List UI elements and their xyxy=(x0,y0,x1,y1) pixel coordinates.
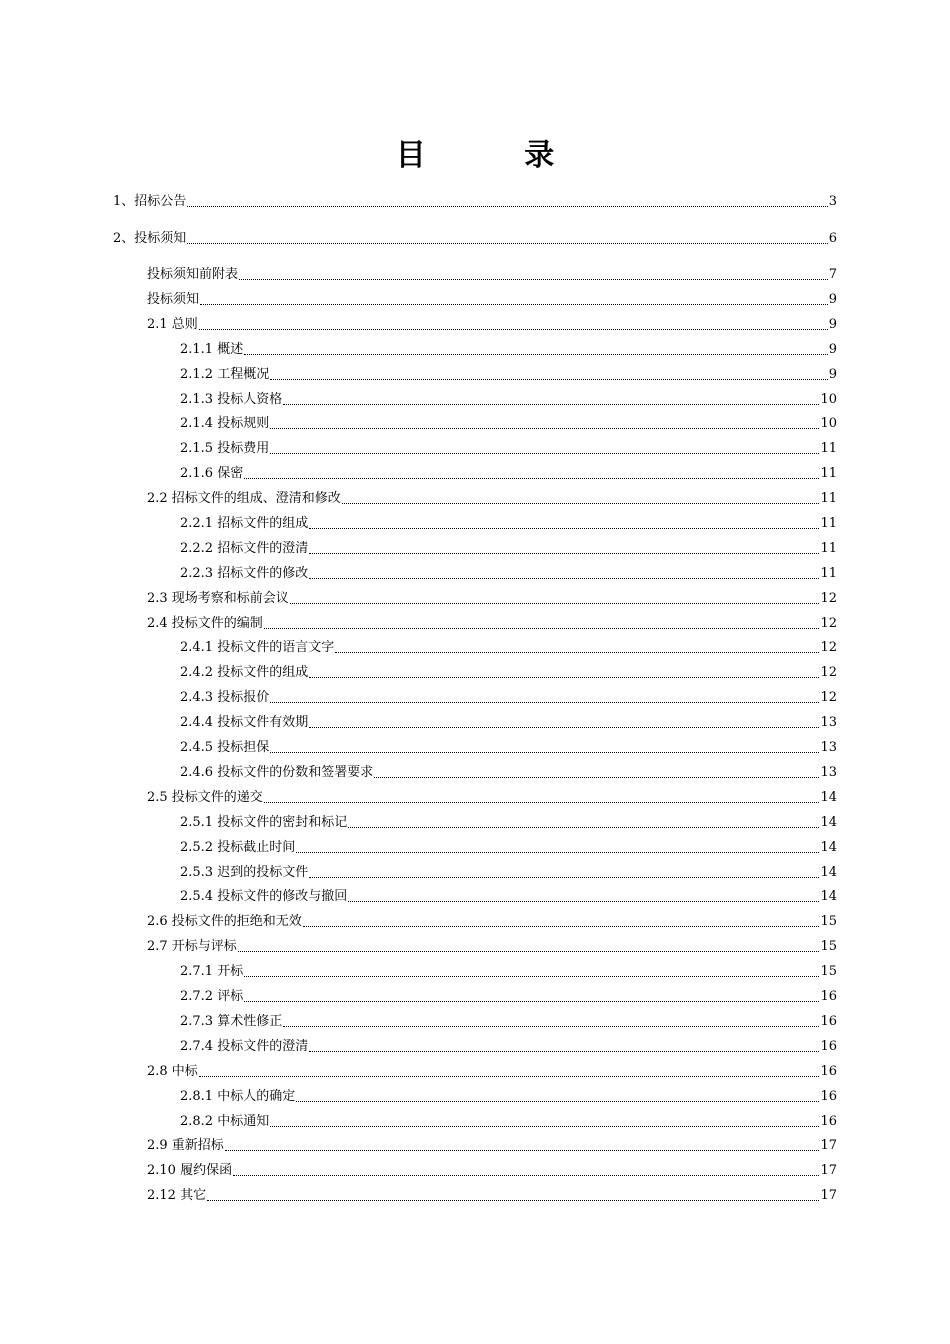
toc-entry[interactable] xyxy=(147,288,837,308)
toc-entry[interactable] xyxy=(147,263,837,283)
toc-entry-page-number: 7 xyxy=(828,267,837,282)
toc-entry-label: 2.4.4 投标文件有效期 xyxy=(180,715,309,730)
toc-entry[interactable] xyxy=(180,338,837,358)
toc-entry-label: 2.4 投标文件的编制 xyxy=(147,616,263,631)
toc-entry-label: 2.4.1 投标文件的语言文字 xyxy=(180,640,335,655)
dot-leader xyxy=(200,304,828,305)
toc-entry-page-number: 17 xyxy=(820,1188,837,1203)
toc-entry-label: 2.1.2 工程概况 xyxy=(180,367,270,382)
dot-leader xyxy=(244,478,819,479)
dot-leader xyxy=(348,827,819,828)
toc-entry[interactable] xyxy=(180,437,837,457)
toc-entry[interactable] xyxy=(113,227,837,247)
toc-entry-page-number: 11 xyxy=(820,516,837,531)
toc-entry-page-number: 17 xyxy=(820,1138,837,1153)
toc-entry[interactable] xyxy=(147,587,837,607)
toc-entry-label: 2.7.1 开标 xyxy=(180,964,244,979)
toc-entry-page-number: 13 xyxy=(820,765,837,780)
toc-entry-page-number: 15 xyxy=(820,914,837,929)
toc-entry-page-number: 12 xyxy=(820,690,837,705)
dot-leader xyxy=(239,279,828,280)
toc-entry-label: 2.1.1 概述 xyxy=(180,342,244,357)
toc-entry-label: 2.8.2 中标通知 xyxy=(180,1114,270,1129)
toc-entry-label: 2.9 重新招标 xyxy=(147,1138,224,1153)
toc-entry-label: 2.2.2 招标文件的澄清 xyxy=(180,541,309,556)
toc-entry-page-number: 10 xyxy=(820,416,837,431)
dot-leader xyxy=(264,802,820,803)
toc-entry-label: 2.3 现场考察和标前会议 xyxy=(147,591,289,606)
toc-entry-label: 2.2.3 招标文件的修改 xyxy=(180,566,309,581)
toc-entry-page-number: 15 xyxy=(820,939,837,954)
toc-entry[interactable] xyxy=(180,736,837,756)
toc-entry[interactable] xyxy=(180,661,837,681)
toc-entry-page-number: 16 xyxy=(820,1089,837,1104)
page-title: 目 录 xyxy=(395,138,599,173)
toc-entry[interactable] xyxy=(180,686,837,706)
toc-entry[interactable] xyxy=(180,861,837,881)
toc-entry[interactable] xyxy=(147,910,837,930)
dot-leader xyxy=(270,752,819,753)
dot-leader xyxy=(270,1126,819,1127)
toc-entry-page-number: 9 xyxy=(828,342,837,357)
toc-entry[interactable] xyxy=(180,388,837,408)
toc-entry-page-number: 11 xyxy=(820,566,837,581)
dot-leader xyxy=(374,777,819,778)
dot-leader xyxy=(244,1001,819,1002)
toc-entry-page-number: 14 xyxy=(820,790,837,805)
toc-entry-label: 投标须知 xyxy=(147,292,200,307)
toc-entry[interactable] xyxy=(147,935,837,955)
dot-leader xyxy=(270,453,819,454)
toc-entry-page-number: 16 xyxy=(820,1039,837,1054)
toc-entry-page-number: 9 xyxy=(828,317,837,332)
dot-leader xyxy=(303,926,820,927)
dot-leader xyxy=(199,1076,820,1077)
dot-leader xyxy=(309,578,819,579)
toc-entry-page-number: 11 xyxy=(820,441,837,456)
dot-leader xyxy=(309,727,819,728)
toc-entry-label: 2.4.5 投标担保 xyxy=(180,740,270,755)
toc-entry-label: 2.1.3 投标人资格 xyxy=(180,392,283,407)
toc-entry-label: 2.8 中标 xyxy=(147,1064,198,1079)
toc-entry-page-number: 12 xyxy=(820,640,837,655)
dot-leader xyxy=(270,379,828,380)
toc-entry[interactable] xyxy=(147,487,837,507)
dot-leader xyxy=(283,1026,819,1027)
dot-leader xyxy=(270,428,819,429)
toc-entry[interactable] xyxy=(180,960,837,980)
toc-entry[interactable] xyxy=(180,1110,837,1130)
toc-entry[interactable] xyxy=(147,1134,837,1154)
toc-entry-label: 2.7.2 评标 xyxy=(180,989,244,1004)
dot-leader xyxy=(187,206,827,207)
toc-entry[interactable] xyxy=(180,885,837,905)
toc-entry-label: 2.1.6 保密 xyxy=(180,466,244,481)
dot-leader xyxy=(187,243,827,244)
toc-entry-label: 2.1 总则 xyxy=(147,317,198,332)
toc-entry-label: 2.5.3 迟到的投标文件 xyxy=(180,865,309,880)
toc-entry[interactable] xyxy=(147,313,837,333)
toc-entry-page-number: 11 xyxy=(820,491,837,506)
toc-entry-label: 2.10 履约保函 xyxy=(147,1163,233,1178)
toc-entry[interactable] xyxy=(180,636,837,656)
dot-leader xyxy=(233,1175,819,1176)
toc-entry[interactable] xyxy=(180,512,837,532)
toc-entry[interactable] xyxy=(180,537,837,557)
toc-entry-page-number: 14 xyxy=(820,840,837,855)
toc-entry-label: 2.2.1 招标文件的组成 xyxy=(180,516,309,531)
dot-leader xyxy=(199,329,828,330)
toc-entry[interactable] xyxy=(180,985,837,1005)
toc-entry-page-number: 17 xyxy=(820,1163,837,1178)
toc-entry-page-number: 12 xyxy=(820,616,837,631)
toc-entry-label: 2.7 开标与评标 xyxy=(147,939,237,954)
toc-entry-label: 2.5.4 投标文件的修改与撤回 xyxy=(180,889,348,904)
toc-entry[interactable] xyxy=(180,836,837,856)
toc-entry-page-number: 12 xyxy=(820,665,837,680)
toc-entry-page-number: 16 xyxy=(820,1064,837,1079)
toc-entry[interactable] xyxy=(147,1060,837,1080)
toc-entry[interactable] xyxy=(180,562,837,582)
toc-entry-page-number: 13 xyxy=(820,715,837,730)
dot-leader xyxy=(264,628,820,629)
toc-entry-label: 2.4.6 投标文件的份数和签署要求 xyxy=(180,765,374,780)
toc-entry-label: 2.12 其它 xyxy=(147,1188,207,1203)
toc-entry-label: 2.2 招标文件的组成、澄清和修改 xyxy=(147,491,341,506)
toc-entry-label: 2、投标须知 xyxy=(113,231,187,246)
toc-entry-page-number: 14 xyxy=(820,889,837,904)
dot-leader xyxy=(270,702,819,703)
dot-leader xyxy=(348,901,819,902)
toc-entry-label: 2.1.5 投标费用 xyxy=(180,441,270,456)
toc-entry[interactable] xyxy=(147,1159,837,1179)
toc-entry-page-number: 16 xyxy=(820,989,837,1004)
toc-entry-page-number: 16 xyxy=(820,1014,837,1029)
toc-entry-page-number: 11 xyxy=(820,466,837,481)
toc-entry-label: 2.4.2 投标文件的组成 xyxy=(180,665,309,680)
toc-entry-label: 2.7.4 投标文件的澄清 xyxy=(180,1039,309,1054)
dot-leader xyxy=(296,852,819,853)
toc-entry-label: 2.5.2 投标截止时间 xyxy=(180,840,296,855)
dot-leader xyxy=(238,951,820,952)
toc-entry-label: 2.5.1 投标文件的密封和标记 xyxy=(180,815,348,830)
toc-entry-page-number: 14 xyxy=(820,865,837,880)
toc-entry-label: 2.4.3 投标报价 xyxy=(180,690,270,705)
dot-leader xyxy=(225,1150,820,1151)
toc-entry[interactable] xyxy=(180,462,837,482)
dot-leader xyxy=(244,354,828,355)
dot-leader xyxy=(283,404,819,405)
toc-entry-page-number: 9 xyxy=(828,367,837,382)
toc-entry-label: 投标须知前附表 xyxy=(147,267,239,282)
toc-entry-page-number: 10 xyxy=(820,392,837,407)
dot-leader xyxy=(296,1101,819,1102)
dot-leader xyxy=(342,503,820,504)
toc-entry-page-number: 12 xyxy=(820,591,837,606)
toc-entry-label: 2.8.1 中标人的确定 xyxy=(180,1089,296,1104)
toc-entry[interactable] xyxy=(180,1085,837,1105)
toc-entry[interactable] xyxy=(180,711,837,731)
toc-entry-page-number: 11 xyxy=(820,541,837,556)
toc-entry[interactable] xyxy=(180,811,837,831)
toc-entry[interactable] xyxy=(180,1010,837,1030)
dot-leader xyxy=(309,677,819,678)
toc-entry-page-number: 15 xyxy=(820,964,837,979)
toc-entry[interactable] xyxy=(180,363,837,383)
toc-entry[interactable] xyxy=(180,1035,837,1055)
toc-entry-label: 1、招标公告 xyxy=(113,194,187,209)
toc-entry-label: 2.7.3 算术性修正 xyxy=(180,1014,283,1029)
toc-entry-label: 2.1.4 投标规则 xyxy=(180,416,270,431)
dot-leader xyxy=(309,877,819,878)
toc-entry-page-number: 3 xyxy=(828,194,837,209)
toc-entry-label: 2.6 投标文件的拒绝和无效 xyxy=(147,914,302,929)
toc-entry[interactable] xyxy=(147,1184,837,1204)
dot-leader xyxy=(335,652,819,653)
toc-entry[interactable] xyxy=(180,412,837,432)
toc-entry-page-number: 14 xyxy=(820,815,837,830)
dot-leader xyxy=(207,1200,819,1201)
toc-entry-page-number: 16 xyxy=(820,1114,837,1129)
dot-leader xyxy=(244,976,819,977)
dot-leader xyxy=(309,528,819,529)
toc-entry[interactable] xyxy=(147,786,837,806)
dot-leader xyxy=(309,1051,819,1052)
toc-entry-page-number: 13 xyxy=(820,740,837,755)
toc-entry[interactable] xyxy=(113,190,837,210)
toc-entry-page-number: 6 xyxy=(828,231,837,246)
dot-leader xyxy=(290,603,820,604)
toc-entry[interactable] xyxy=(180,761,837,781)
toc-entry-page-number: 9 xyxy=(828,292,837,307)
toc-entry-label: 2.5 投标文件的递交 xyxy=(147,790,263,805)
toc-entry[interactable] xyxy=(147,612,837,632)
dot-leader xyxy=(309,553,819,554)
